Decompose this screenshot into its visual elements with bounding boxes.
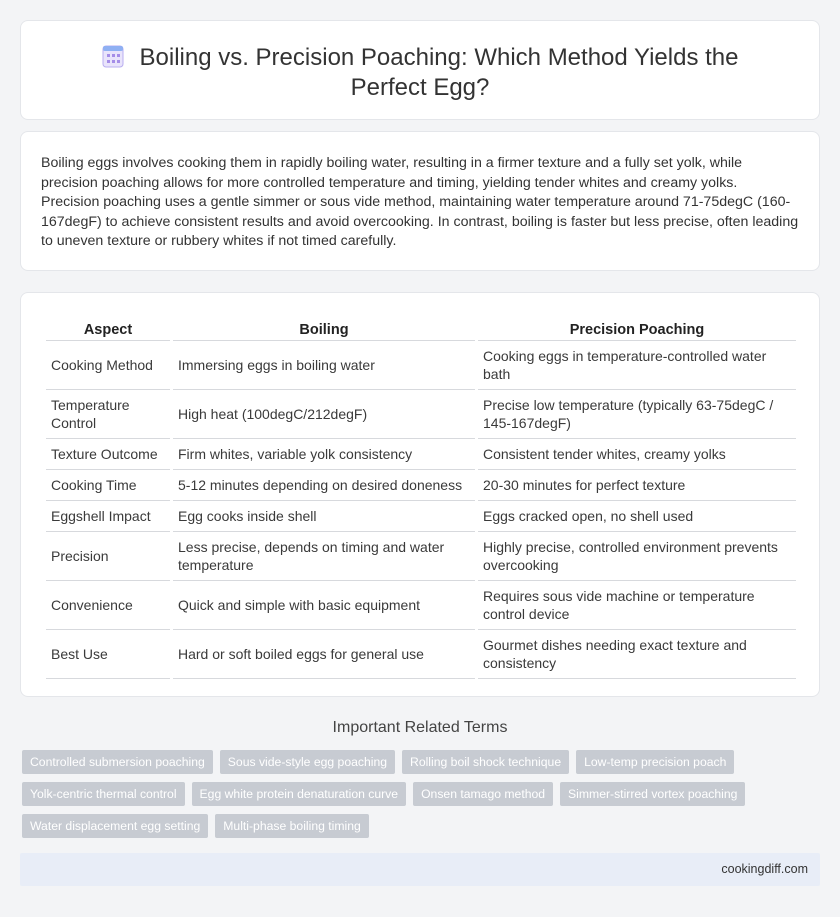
table-cell: Hard or soft boiled eggs for general use	[173, 630, 475, 679]
table-row	[46, 630, 796, 679]
tag-row	[22, 750, 822, 774]
table-cell: Egg cooks inside shell	[173, 501, 475, 532]
table-cell: Quick and simple with basic equipment	[173, 581, 475, 630]
related-term-tag[interactable]: Onsen tamago method	[413, 782, 553, 806]
related-term-tag[interactable]: Water displacement egg setting	[22, 814, 208, 838]
table-cell: 20-30 minutes for perfect texture	[478, 470, 796, 501]
table-row	[46, 501, 796, 532]
related-term-tag[interactable]: Controlled submersion poaching	[22, 750, 213, 774]
table-cell: Less precise, depends on timing and water temperature	[173, 532, 475, 581]
header-precision-poaching: Precision Poaching	[478, 313, 796, 341]
table-cell: 5-12 minutes depending on desired doneness	[173, 470, 475, 501]
table-cell: High heat (100degC/212degF)	[173, 390, 475, 439]
table-header-row	[46, 313, 796, 341]
footer-bar	[20, 853, 820, 886]
table-cell: Precision	[46, 532, 170, 581]
table-cell: Eggshell Impact	[46, 501, 170, 532]
header-aspect: Aspect	[46, 313, 170, 341]
table-row	[46, 390, 796, 439]
table-cell: Convenience	[46, 581, 170, 630]
footer-site-link[interactable]: cookingdiff.com	[721, 862, 808, 876]
related-term-tag[interactable]: Yolk-centric thermal control	[22, 782, 185, 806]
page-title: Boiling vs. Precision Poaching: Which Method Yields the Perfect Egg?	[139, 44, 739, 101]
related-terms-heading: Important Related Terms	[332, 719, 508, 736]
table-cell: Cooking Time	[46, 470, 170, 501]
table-cell: Highly precise, controlled environment prevents overcooking	[478, 532, 796, 581]
related-term-tag[interactable]: Simmer-stirred vortex poaching	[560, 782, 745, 806]
related-terms-list	[22, 750, 822, 846]
comparison-card	[20, 292, 820, 697]
title-card	[20, 20, 820, 120]
table-row	[46, 532, 796, 581]
table-cell: Texture Outcome	[46, 439, 170, 470]
table-cell: Temperature Control	[46, 390, 170, 439]
table-row	[46, 581, 796, 630]
header-boiling: Boiling	[173, 313, 475, 341]
related-term-tag[interactable]: Multi-phase boiling timing	[215, 814, 369, 838]
table-row	[46, 341, 796, 390]
table-cell: Best Use	[46, 630, 170, 679]
table-cell: Cooking eggs in temperature-controlled water bath	[478, 341, 796, 390]
related-term-tag[interactable]: Egg white protein denaturation curve	[192, 782, 407, 806]
related-term-tag[interactable]: Rolling boil shock technique	[402, 750, 569, 774]
table-cell: Immersing eggs in boiling water	[173, 341, 475, 390]
intro-paragraph: Boiling eggs involves cooking them in rapidly boiling water, resulting in a firmer texture and a fully set yolk, while precision poaching allows for more controlled temperature and timing, yielding tender whites and creamy yolks. Precision poaching uses a gentle simmer or sous vide method, maintaining water temperature around 71-75degC (160-167degF) to achieve consistent results and avoid overcooking. In contrast, boiling is faster but less precise, often leading to uneven texture or rubbery whites if not timed carefully.	[41, 155, 799, 250]
related-term-tag[interactable]: Low-temp precision poach	[576, 750, 734, 774]
comparison-table	[43, 313, 799, 679]
table-cell: Cooking Method	[46, 341, 170, 390]
intro-card	[20, 131, 820, 271]
table-cell: Firm whites, variable yolk consistency	[173, 439, 475, 470]
table-cell: Consistent tender whites, creamy yolks	[478, 439, 796, 470]
related-term-tag[interactable]: Sous vide-style egg poaching	[220, 750, 395, 774]
tag-row	[22, 814, 822, 838]
table-cell: Gourmet dishes needing exact texture and consistency	[478, 630, 796, 679]
table-cell: Requires sous vide machine or temperature control device	[478, 581, 796, 630]
table-cell: Precise low temperature (typically 63-75degC / 145-167degF)	[478, 390, 796, 439]
table-row	[46, 439, 796, 470]
table-row	[46, 470, 796, 501]
page-header	[61, 43, 779, 103]
tag-row	[22, 782, 822, 806]
document-grid-icon	[102, 44, 124, 68]
table-cell: Eggs cracked open, no shell used	[478, 501, 796, 532]
